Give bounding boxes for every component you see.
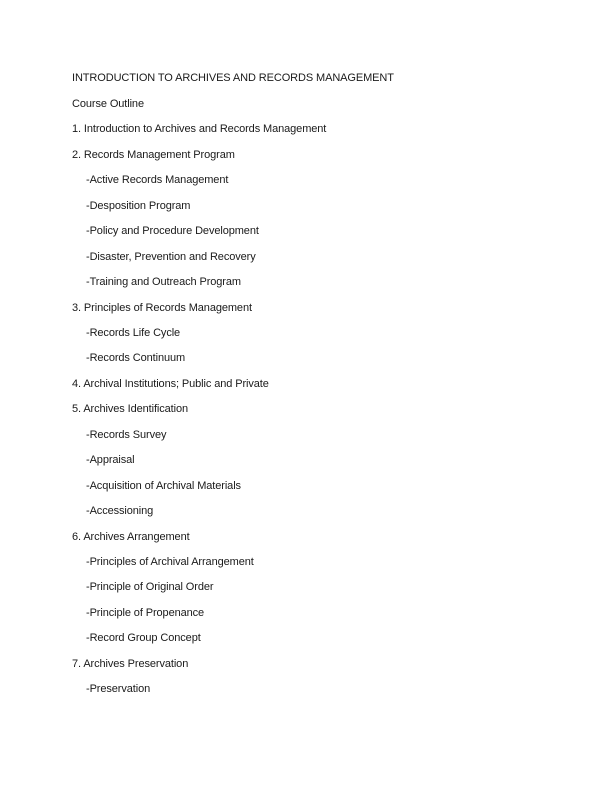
outline-subitem: -Policy and Procedure Development xyxy=(86,225,259,237)
document-title: INTRODUCTION TO ARCHIVES AND RECORDS MANAGEMENT xyxy=(72,72,394,84)
outline-section-7: 7. Archives Preservation xyxy=(72,658,189,670)
outline-subitem: -Records Survey xyxy=(86,429,167,441)
outline-subitem: -Principle of Original Order xyxy=(86,581,214,593)
outline-subitem: -Records Life Cycle xyxy=(86,327,181,339)
outline-section-3: 3. Principles of Records Management xyxy=(72,302,252,314)
outline-section-2: 2. Records Management Program xyxy=(72,149,235,161)
outline-subitem: -Acquisition of Archival Materials xyxy=(86,480,241,492)
outline-subitem: -Active Records Management xyxy=(86,174,229,186)
outline-subitem: -Disaster, Prevention and Recovery xyxy=(86,251,256,263)
outline-subitem: -Principle of Propenance xyxy=(86,607,205,619)
outline-subitem: -Appraisal xyxy=(86,454,135,466)
outline-subitem: -Records Continuum xyxy=(86,352,186,364)
outline-section-4: 4. Archival Institutions; Public and Private xyxy=(72,378,269,390)
outline-subitem: -Accessioning xyxy=(86,505,154,517)
outline-subitem: -Desposition Program xyxy=(86,200,191,212)
document-subtitle: Course Outline xyxy=(72,98,144,110)
outline-subitem: -Record Group Concept xyxy=(86,632,201,644)
outline-section-5: 5. Archives Identification xyxy=(72,403,189,415)
outline-section-1: 1. Introduction to Archives and Records Management xyxy=(72,123,327,135)
outline-subitem: -Training and Outreach Program xyxy=(86,276,241,288)
outline-subitem: -Preservation xyxy=(86,683,151,695)
outline-subitem: -Principles of Archival Arrangement xyxy=(86,556,254,568)
outline-section-6: 6. Archives Arrangement xyxy=(72,531,190,543)
